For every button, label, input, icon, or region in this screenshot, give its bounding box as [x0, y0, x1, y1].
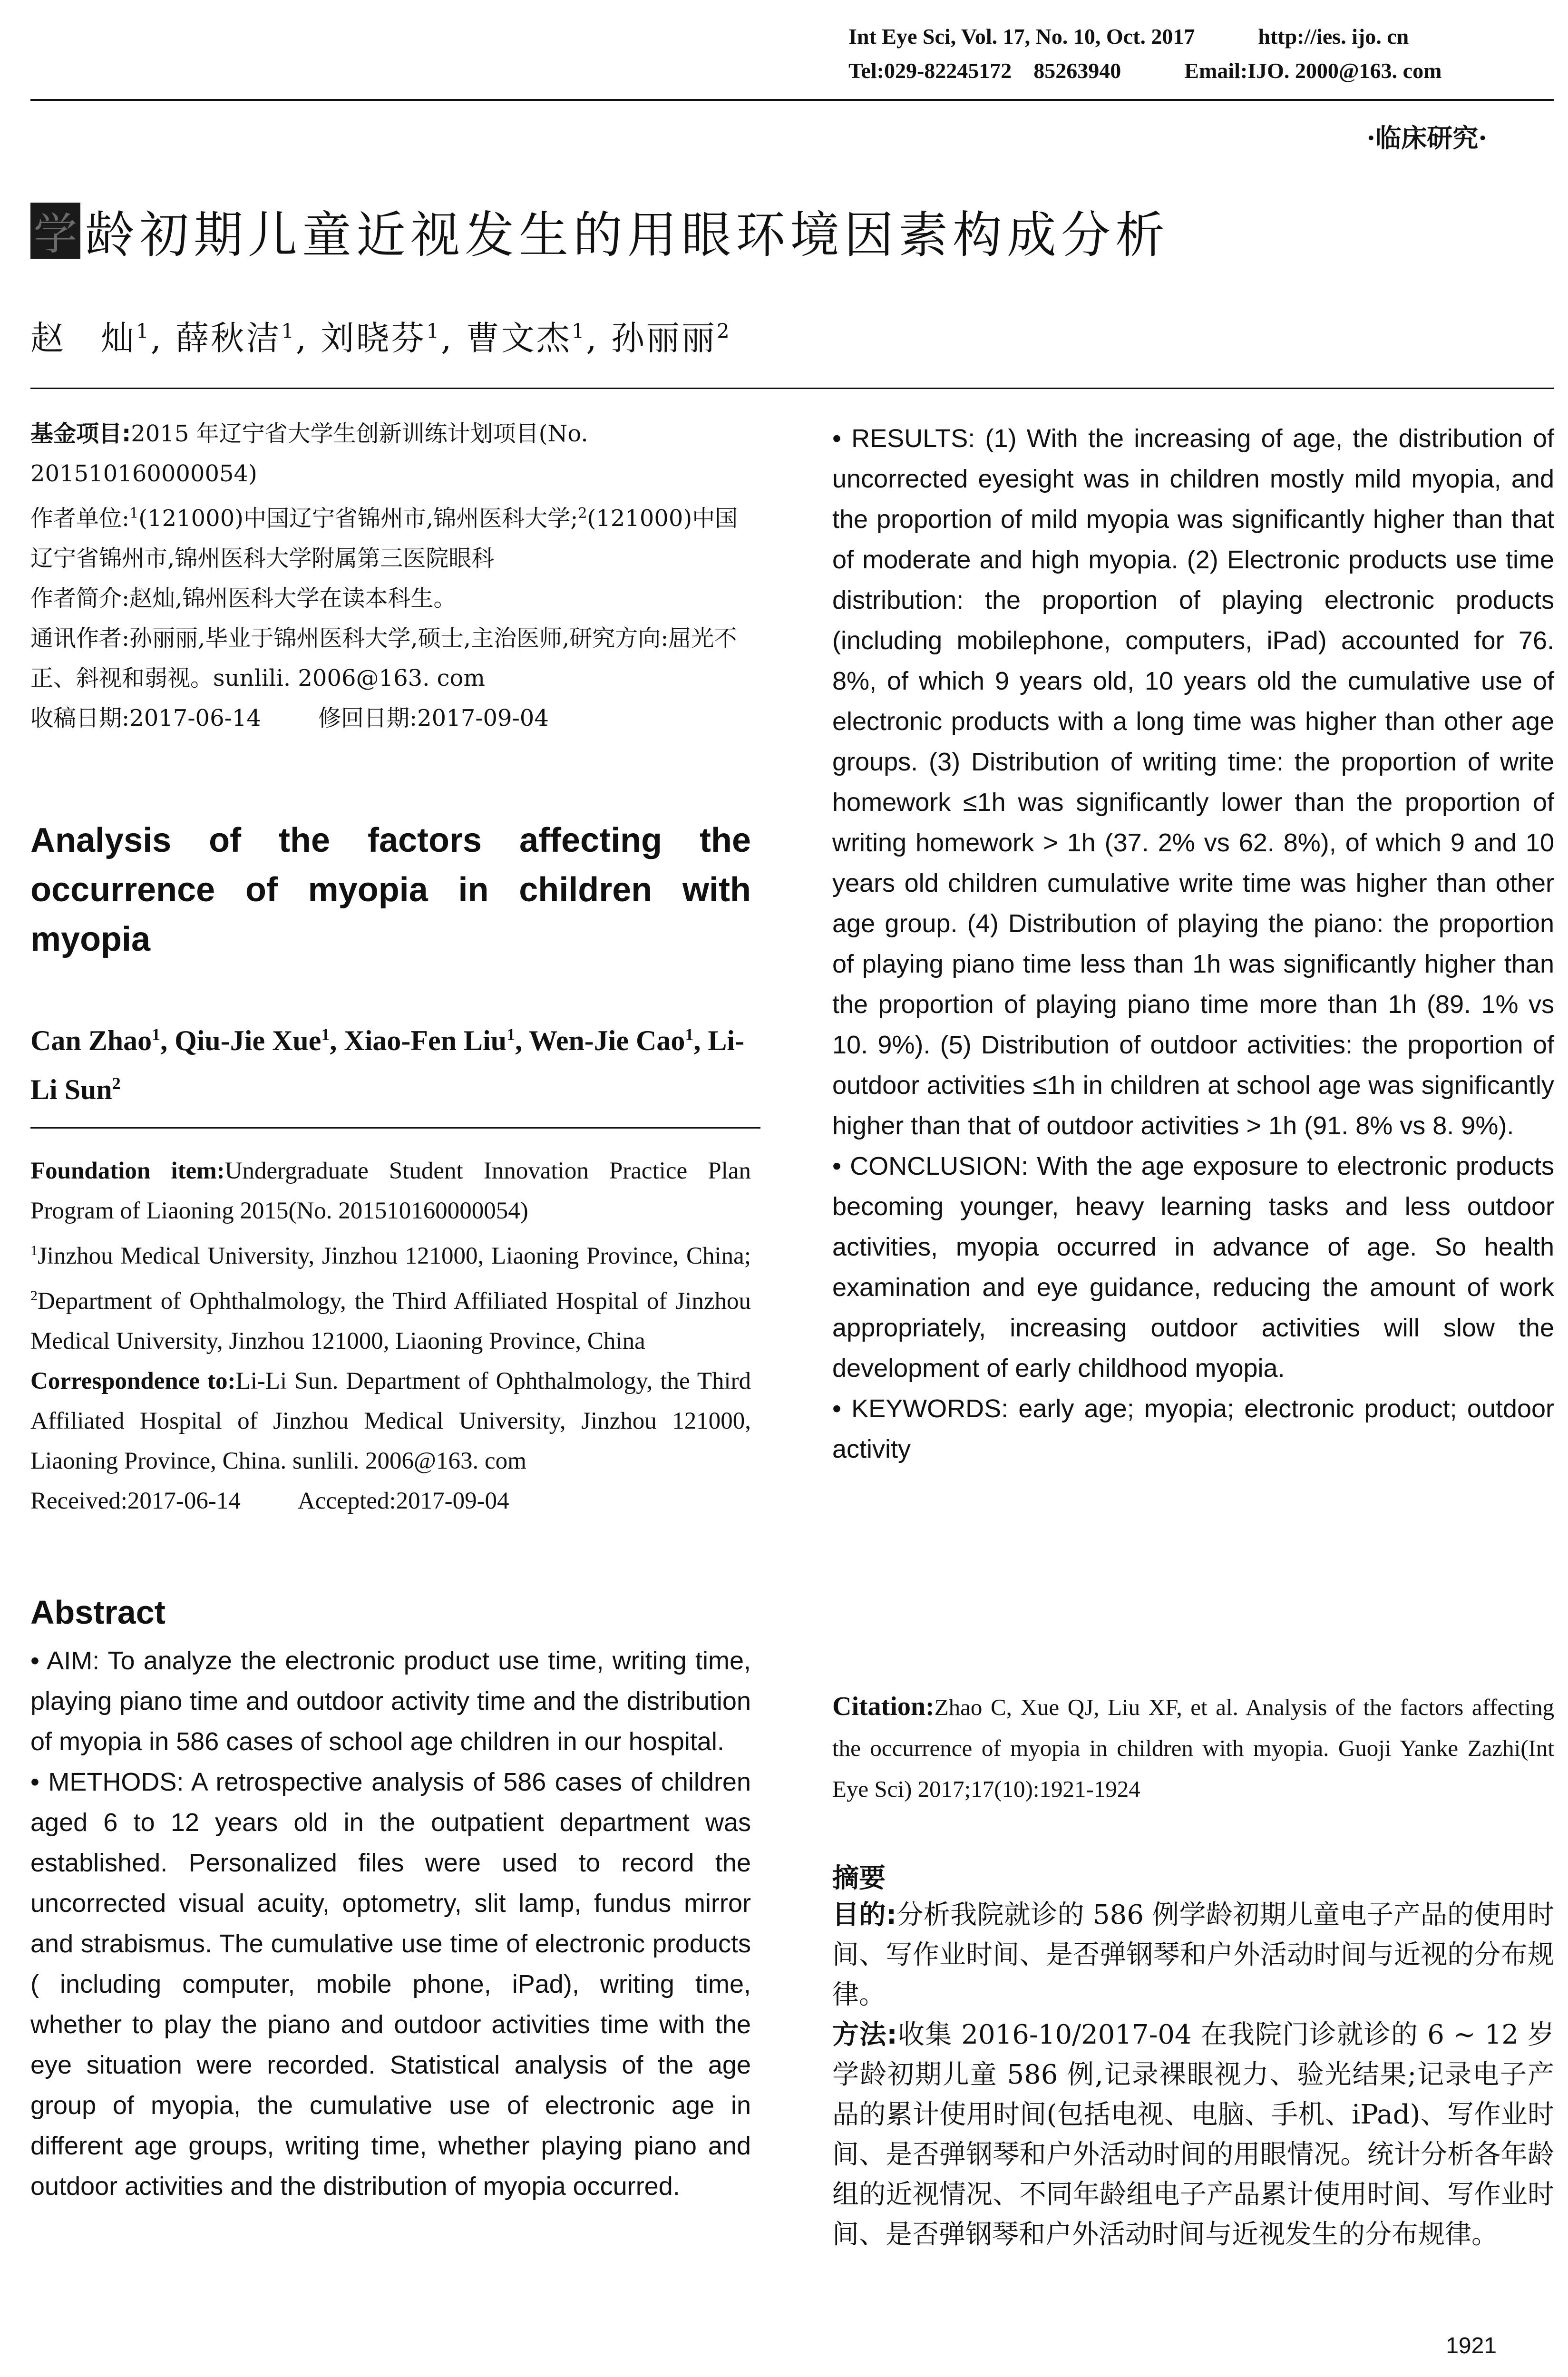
english-title: Analysis of the factors affecting the occurrence of myopia in children with myopia: [30, 821, 751, 958]
abstract-aim: • AIM: To analyze the electronic product use time, writing time, playing piano time and outdoor activity time and the distribution of myopia in 586 cases of school age children in our hospital.: [30, 1646, 751, 1756]
authors-rule: [30, 388, 1554, 389]
cn-abstract-heading: 摘要: [832, 1863, 886, 1894]
abstract-right: [832, 419, 1554, 1470]
bio-cn: 作者简介:赵灿,锦州医科大学在读本科生。: [30, 585, 457, 612]
abstract-conclusion: • CONCLUSION: With the age exposure to electronic products becoming younger, heavy learning tasks and less outdoor activities, myopia occurred in advance of age. So health examination and eye guidance, reducing the amount of work appropriately, increasing outdoor activities will slow the development of early childhood myopia.: [832, 1152, 1554, 1383]
header-line-2: [848, 58, 1441, 83]
affiliations: $^1$Jinzhou Medical University, Jinzhou 121000, Liaoning Province, China; $^2$Department of Ophthalmology, the Third Affiliated Hospital of Jinzhou Medical University, Jinzhou 121000, Liaoning Province, China: [30, 1243, 751, 1354]
english-authors-rule: [30, 1127, 760, 1129]
author-cn: 薛秋洁: [175, 319, 282, 358]
affil-cn: 作者单位:$^1$(121000)中国辽宁省锦州市,锦州医科大学;$^2$(121000)中国辽宁省锦州市,锦州医科大学附属第三医院眼科: [30, 505, 738, 572]
author-affil-mark: 1: [281, 319, 296, 343]
article-title: [30, 195, 1169, 266]
dates-en: Received:2017-06-14 Accepted:2017-09-04: [30, 1488, 509, 1514]
page-number: 1921: [1446, 2333, 1497, 2358]
header-rule: [30, 99, 1554, 101]
author-cn: 孙丽丽: [611, 319, 717, 358]
running-header: [30, 24, 1568, 105]
abstract-keywords: • KEYWORDS: early age; myopia; electronic product; outdoor activity: [832, 1394, 1554, 1463]
journal-url: http://ies. ijo. cn: [1258, 24, 1409, 49]
author-affil-mark: 1: [571, 319, 586, 343]
author-cn: 刘晓芬: [321, 319, 427, 358]
correspondence: Correspondence to:Li-Li Sun. Department of Ophthalmology, the Third Affiliated Hospital of Jinzhou Medical University, Jinzhou 121000, Liaoning Province, China. sunlili. 2006@163. com: [30, 1368, 751, 1474]
title-initial-box: 学: [30, 203, 80, 259]
abstract-methods: • METHODS: A retrospective analysis of 586 cases of children aged 6 to 12 years old in the outpatient department was established. Personalized files were used to record the uncorrected visual acuity, optometry, slit lamp, fundus mirror and strabismus. The cumulative use time of electronic products ( including computer, mobile phone, iPad), writing time, whether to play the piano and outdoor activities time with the eye situation were recorded. Statistical analysis of the age group of myopia, the cumulative use of electronic age in different age groups, writing time, whether playing piano and outdoor activities and the distribution of myopia occurred.: [30, 1768, 751, 2201]
english-authors: Can Zhao$^1$, Qiu-Jie Xue$^1$, Xiao-Fen Liu$^1$, Wen-Jie Cao$^1$, Li-Li Sun$^2$: [30, 1025, 745, 1105]
author-affil-mark: 1: [426, 319, 441, 343]
author-cn: 曹文杰: [466, 319, 572, 358]
foundation-item: Foundation item:Undergraduate Student Innovation Practice Plan Program of Liaoning 2015(No. 201510160000054): [30, 1158, 751, 1224]
dates-cn: 收稿日期:2017-06-14 修回日期:2017-09-04: [30, 705, 549, 731]
abstract-results: • RESULTS: (1) With the increasing of age, the distribution of uncorrected eyesight was in children mostly mild myopia, and the proportion of mild myopia was significantly higher than that of moderate and high myopia. (2) Electronic products use time distribution: the proportion of playing electronic products (including mobilephone, computers, iPad) accounted for 76. 8%, of which 9 years old, 10 years old the cumulative use of electronic products with a long time was higher than other age groups. (3) Distribution of writing time: the proportion of write homework ≤1h was significantly lower than the proportion of writing homework > 1h (37. 2% vs 62. 8%), of which 9 and 10 years old children cumulative write time was higher than other age group. (4) Distribution of playing the piano: the proportion of playing piano time less than 1h was significantly higher than the proportion of playing piano time more than 1h (89. 1% vs 10. 9%). (5) Distribution of outdoor activities: the proportion of outdoor activities ≤1h in children at school age was significantly higher than that of outdoor activities > 1h (91. 8% vs 8. 9%).: [832, 424, 1554, 1140]
author-cn: 赵 灿: [30, 319, 136, 358]
corr-cn: 通讯作者:孙丽丽,毕业于锦州医科大学,硕士,主治医师,研究方向:屈光不正、斜视和弱视。sunlili. 2006@163. com: [30, 625, 737, 692]
cn-abstract: [832, 1895, 1554, 2255]
fund-cn: 基金项目:2015 年辽宁省大学生创新训练计划项目(No. 201510160000054): [30, 420, 588, 487]
meta-cn: [30, 414, 751, 738]
abstract-heading: Abstract: [30, 1594, 166, 1631]
journal-info: Int Eye Sci, Vol. 17, No. 10, Oct. 2017: [848, 24, 1195, 49]
cn-abstract-aim: 目的:分析我院就诊的 586 例学龄初期儿童电子产品的使用时间、写作业时间、是否弹钢琴和户外活动时间与近视的分布规律。: [832, 1900, 1554, 2010]
citation: Citation:Zhao C, Xue QJ, Liu XF, et al. Analysis of the factors affecting the occurrence of myopia in children with myopia. Guoji Yanke Zazhi(Int Eye Sci) 2017;17(10):1921-1924: [832, 1692, 1554, 1802]
journal-tel: Tel:029-82245172 85263940: [848, 58, 1121, 83]
english-meta: [30, 1151, 751, 1521]
authors-cn: 赵 灿$^1$, 薛秋洁$^1$, 刘晓芬$^1$, 曹文杰$^1$, 孙丽丽$^2$: [30, 319, 731, 358]
title-text: 龄初期儿童近视发生的用眼环境因素构成分析: [85, 206, 1170, 264]
author-affil-mark: 2: [717, 319, 731, 343]
journal-email: Email:IJO. 2000@163. com: [1184, 58, 1442, 83]
header-line-1: [848, 24, 1409, 49]
author-affil-mark: 1: [136, 319, 151, 343]
cn-abstract-methods: 方法:收集 2016-10/2017-04 在我院门诊就诊的 6 ~ 12 岁学龄初期儿童 586 例,记录裸眼视力、验光结果;记录电子产品的累计使用时间(包括电视、电脑、手机、iPad)、写作业时间、是否弹钢琴和户外活动时间的用眼情况。统计分析各年龄组的近视情况、不同年龄组电子产品累计使用时间、写作业时间、是否弹钢琴和户外活动时间与近视发生的分布规律。: [832, 2019, 1554, 2250]
abstract-left: [30, 1641, 751, 2207]
section-label: ·临床研究·: [1366, 123, 1487, 153]
